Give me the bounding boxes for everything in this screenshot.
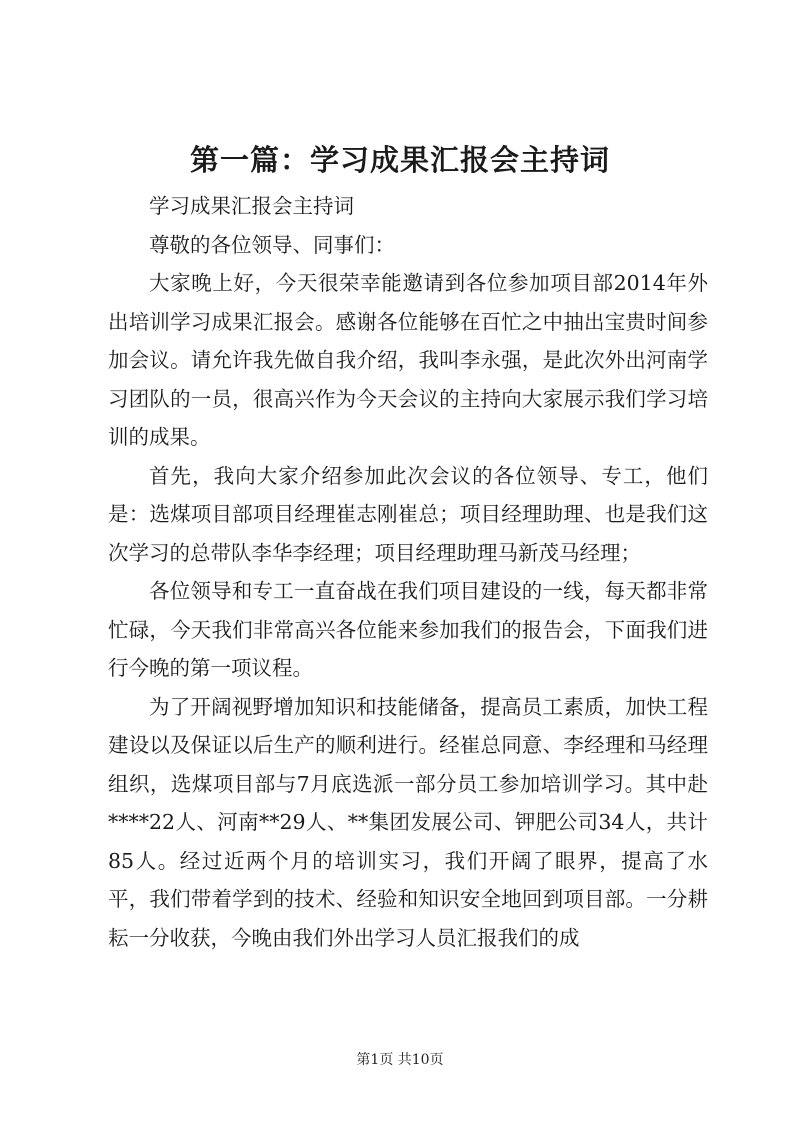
- page-title: 第一篇：学习成果汇报会主持词: [189, 143, 610, 177]
- paragraph-introduction: 首先，我向大家介绍参加此次会议的各位领导、专工，他们是：选煤项目部项目经理崔志刚崔总；项目经理助理、也是我们这次学习的总带队李华李经理；项目经理助理马新茂马经理；: [108, 463, 708, 565]
- paragraph-leaders: 各位领导和专工一直奋战在我们项目建设的一线，每天都非常忙碌，今天我们非常高兴各位能来参加我们的报告会，下面我们进行今晚的第一项议程。: [108, 579, 708, 680]
- paragraph-subtitle: 学习成果汇报会主持词: [149, 194, 354, 218]
- paragraph-greeting: 大家晚上好，今天很荣幸能邀请到各位参加项目部2014年外出培训学习成果汇报会。感谢各位能够在百忙之中抽出宝贵时间参加会议。请允许我先做自我介绍，我叫李永强，是此次外出河南学习团队的一员，很高兴作为今天会议的主持向大家展示我们学习培训的成果。: [108, 271, 708, 449]
- page-number: 第1页 共10页: [356, 1052, 444, 1068]
- paragraph-background: 为了开阔视野增加知识和技能储备，提高员工素质，加快工程建设以及保证以后生产的顺利进行。经崔总同意、李经理和马经理组织，选煤项目部与7月底选派一部分员工参加培训学习。其中赴****22人、河南**29人、**集团发展公司、钾肥公司34人，共计85人。经过近两个月的培训实习，我们开阔了眼界，提高了水平，我们带着学到的技术、经验和知识安全地回到项目部。一分耕耘一分收获，今晚由我们外出学习人员汇报我们的成: [108, 694, 708, 950]
- paragraph-salutation: 尊敬的各位领导、同事们：: [149, 232, 395, 257]
- document-body: [108, 187, 708, 957]
